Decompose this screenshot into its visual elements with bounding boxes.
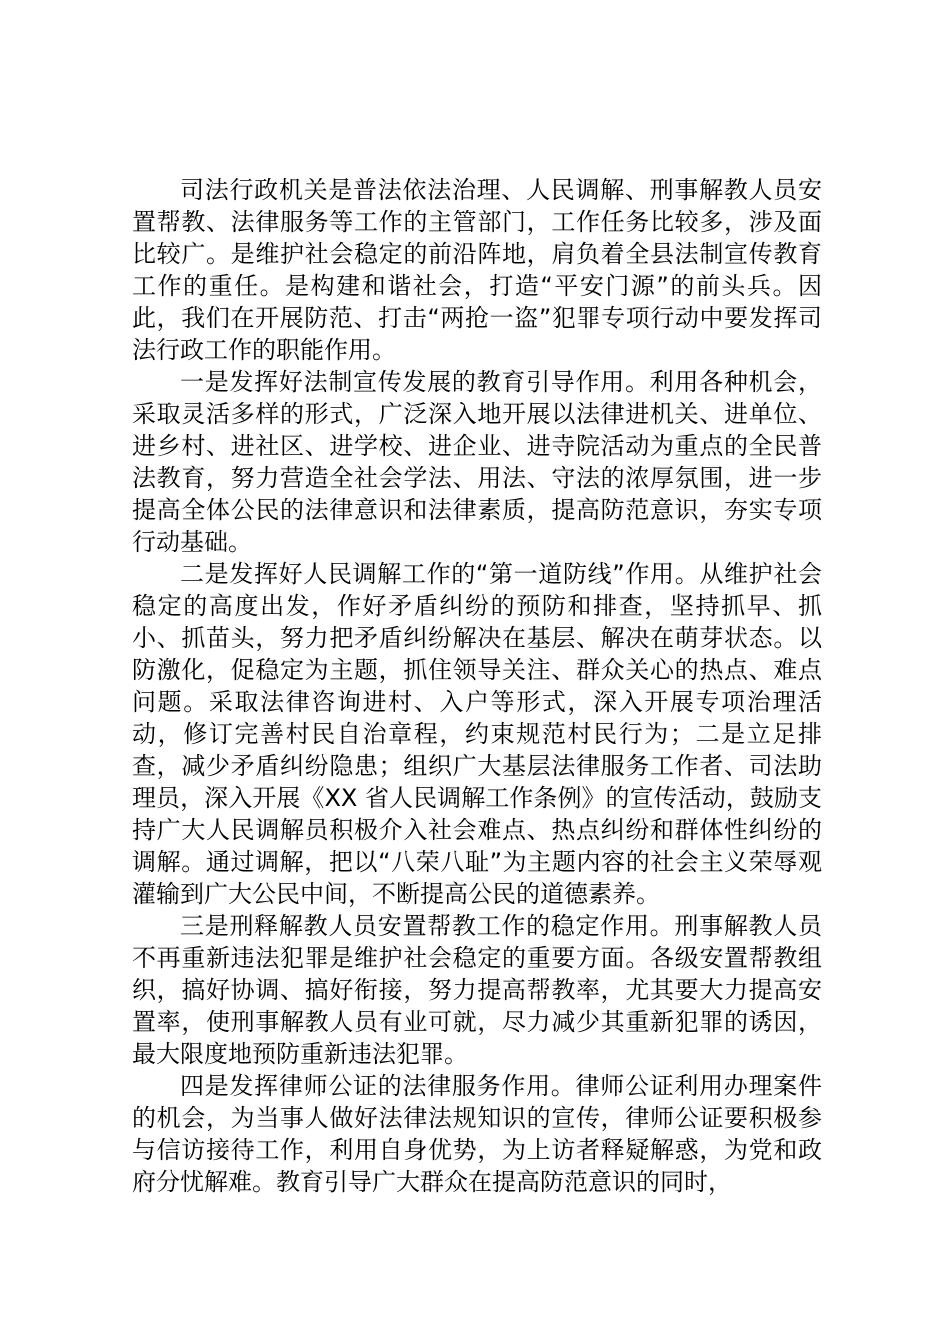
paragraph-point-three: 三是刑释解教人员安置帮教工作的稳定作用。刑事解教人员不再重新违法犯罪是维护社会稳定的重要方面。各级安置帮教组织，搞好协调、搞好衔接，努力提高帮教率，尤其要大力提高安置率，使刑事解教人员有业可就，尽力减少其重新犯罪的诱因，最大限度地预防重新违法犯罪。 [132,912,822,1068]
paragraph-intro: 司法行政机关是普法依法治理、人民调解、刑事解教人员安置帮教、法律服务等工作的主管部门，工作任务比较多，涉及面比较广。是维护社会稳定的前沿阵地，肩负着全县法制宣传教育工作的重任。是构建和谐社会，打造“平安门源”的前头兵。因此，我们在开展防范、打击“两抢一盗”犯罪专项行动中要发挥司法行政工作的职能作用。 [132,176,822,364]
document-body [132,174,822,1198]
paragraph-point-four: 四是发挥律师公证的法律服务作用。律师公证利用办理案件的机会，为当事人做好法律法规知识的宣传，律师公证要积极参与信访接待工作，利用自身优势，为上访者释疑解惑，为党和政府分忧解难。教育引导广大群众在提高防范意识的同时， [132,1072,822,1196]
paragraph-point-two: 二是发挥好人民调解工作的“第一道防线”作用。从维护社会稳定的高度出发，作好矛盾纠纷的预防和排查，坚持抓早、抓小、抓苗头，努力把矛盾纠纷解决在基层、解决在萌芽状态。以防激化，促稳定为主题，抓住领导关注、群众关心的热点、难点问题。采取法律咨询进村、入户等形式，深入开展专项治理活动，修订完善村民自治章程，约束规范村民行为；二是立足排查，减少矛盾纠纷隐患；组织广大基层法律服务工作者、司法助理员，深入开展《XX 省人民调解工作条例》的宣传活动，鼓励支持广大人民调解员积极介入社会难点、热点纠纷和群体性纠纷的调解。通过调解，把以“八荣八耻”为主题内容的社会主义荣辱观灌输到广大公民中间，不断提高公民的道德素养。 [132,560,822,908]
paragraph-point-one: 一是发挥好法制宣传发展的教育引导作用。利用各种机会，采取灵活多样的形式，广泛深入地开展以法律进机关、进单位、进乡村、进社区、进学校、进企业、进寺院活动为重点的全民普法教育，努力营造全社会学法、用法、守法的浓厚氛围，进一步提高全体公民的法律意识和法律素质，提高防范意识，夯实专项行动基础。 [132,368,822,556]
